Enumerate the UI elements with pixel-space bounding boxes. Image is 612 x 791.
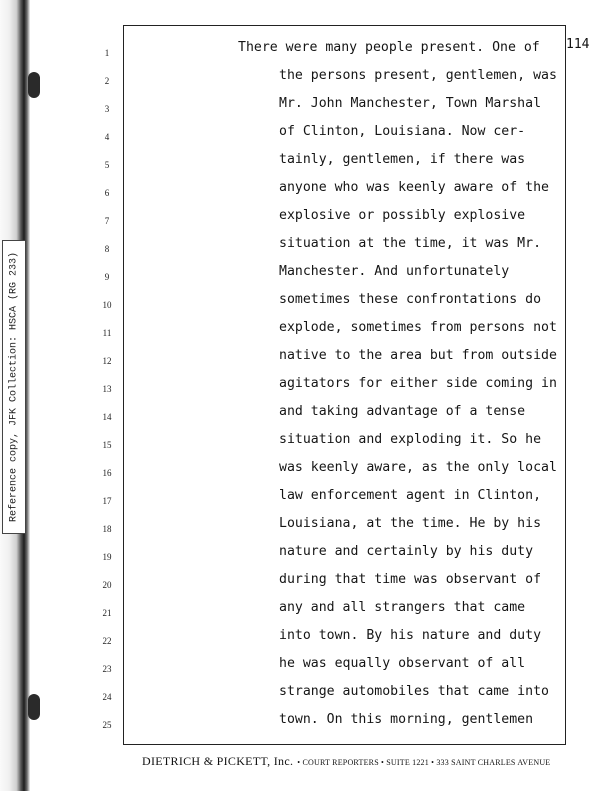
line-number: 24 [102,692,112,702]
footer-firm-name: DIETRICH & PICKETT, Inc. [142,754,294,768]
transcript-line: law enforcement agent in Clinton, [279,488,542,503]
transcript-line: into town. By his nature and duty [279,628,542,643]
transcript-line: during that time was observant of [279,572,542,587]
transcript-line: town. On this morning, gentlemen [279,712,534,727]
footer-details: • COURT REPORTERS • SUITE 1221 • 333 SAINT CHARLES AVENUE [297,758,551,767]
transcript-line: any and all strangers that came [279,600,526,615]
transcript-line: There were many people present. One of [238,40,540,55]
line-number: 13 [102,384,112,394]
transcript-line: anyone who was keenly aware of the [279,180,549,195]
line-number: 10 [102,300,112,310]
line-number: 3 [104,104,110,114]
line-number: 9 [104,272,110,282]
line-number: 19 [102,552,112,562]
transcript-line: Mr. John Manchester, Town Marshal [279,96,542,111]
line-number: 14 [102,412,112,422]
line-number: 22 [102,636,112,646]
transcript-line: strange automobiles that came into [279,684,549,699]
archive-stamp [2,240,26,534]
line-number: 5 [104,160,110,170]
archive-stamp-text: Reference copy, JFK Collection: HSCA (RG 233) [8,251,20,523]
footer [142,752,572,770]
transcript-line: of Clinton, Louisiana. Now cer- [279,124,526,139]
line-number: 7 [104,216,110,226]
transcript-line: Louisiana, at the time. He by his [279,516,542,531]
line-number: 4 [104,132,110,142]
line-number: 6 [104,188,110,198]
line-number: 20 [102,580,112,590]
transcript-line: sometimes these confrontations do [279,292,542,307]
transcript-line: he was equally observant of all [279,656,526,671]
line-number: 17 [102,496,112,506]
transcript-line: and taking advantage of a tense [279,404,526,419]
line-number: 8 [104,244,110,254]
line-number: 18 [102,524,112,534]
line-number: 2 [104,76,110,86]
transcript-line: situation at the time, it was Mr. [279,236,542,251]
line-number: 12 [102,356,112,366]
line-number: 16 [102,468,112,478]
line-number: 25 [102,720,112,730]
line-number: 1 [104,48,110,58]
punch-hole-bottom [28,694,40,720]
transcript-line: was keenly aware, as the only local [279,460,557,475]
transcript-line: explode, sometimes from persons not [279,320,557,335]
transcript-line: Manchester. And unfortunately [279,264,510,279]
line-number: 21 [102,608,112,618]
line-number: 23 [102,664,112,674]
line-number: 15 [102,440,112,450]
transcript-line: agitators for either side coming in [279,376,557,391]
punch-hole-top [28,72,40,98]
transcript-line: explosive or possibly explosive [279,208,526,223]
transcript-line: situation and exploding it. So he [279,432,542,447]
transcript-line: tainly, gentlemen, if there was [279,152,526,167]
transcript-line: the persons present, gentlemen, was [279,68,557,83]
transcript-line: nature and certainly by his duty [279,544,534,559]
line-number: 11 [102,328,112,338]
transcript-line: native to the area but from outside [279,348,557,363]
page-number: 114 [566,37,590,52]
